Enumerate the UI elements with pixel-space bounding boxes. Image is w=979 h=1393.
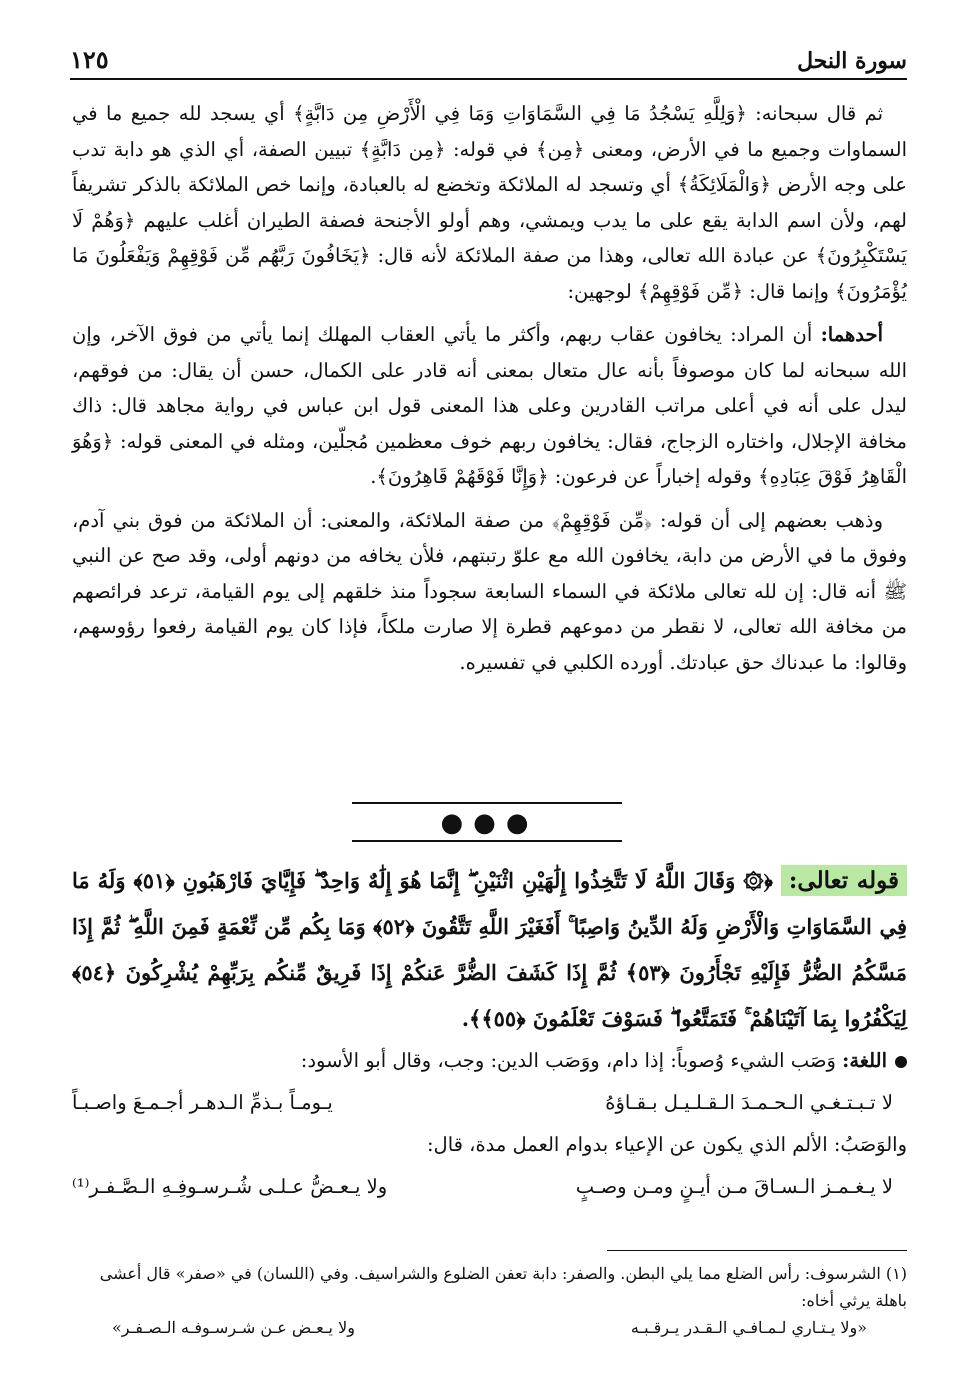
paragraph-2-lead: أحدهما: <box>820 323 883 346</box>
poem-1-hemistich-a: لا تـبـتـغـي الـحـمـدَ الـقـلـيـل بـقـاؤهُ <box>605 1091 893 1114</box>
section-divider-top <box>352 802 622 804</box>
section-divider-bottom <box>352 840 622 842</box>
page-number: ١٢٥ <box>70 45 109 74</box>
footnote-marker: (١) <box>885 1264 907 1283</box>
section-separator-dots: ●●● <box>440 808 539 838</box>
surah-title: سورة النحل <box>797 48 907 74</box>
verse-label: قوله تعالى: <box>781 865 907 896</box>
poem-line-1 <box>72 1082 907 1124</box>
footnote-poem <box>72 1314 907 1341</box>
paragraph-3: وذهب بعضهم إلى أن قوله: ﴿مِّن فَوْقِهِمْ﴾ من صفة الملائكة، والمعنى: أن الملائكة من فوق بني آدم، وفوق ما في الأرض من دابة، يخافون الله مع علوّ رتبتهم، فلأن يخافه من دونهم أولى، وقد صح عن النبي ﷺ أنه قال: إن لله تعالى ملائكة في السماء السابعة سجوداً منذ خلقهم إلى يوم القيامة، ترعد فرائصهم من مخافة الله تعالى، لا نقطر من دموعهم قطرة إلا صارت ملكاً، فإذا كان يوم القيامة رفعوا رؤوسهم، وقالوا: ما عبدناك حق عبادتك. أورده الكلبي في تفسيره. <box>72 508 907 674</box>
footnote-line <box>72 1260 907 1314</box>
language-line-2: والوَصَبُ: الألم الذي يكون عن الإعياء بدوام العمل مدة، قال: <box>426 1133 907 1156</box>
language-line-1 <box>72 1040 907 1082</box>
paragraph-2 <box>72 317 907 495</box>
language-label: اللغة: <box>842 1049 887 1072</box>
footnote <box>72 1260 907 1341</box>
footnote-text: الشرسوف: رأس الضلع مما يلي البطن. والصفر: دابة تعفن الضلوع والشراسيف. وفي (اللسان) في «صفر» قال أعشى باهلة يرثي أخاه: <box>99 1264 907 1310</box>
page-header <box>70 38 907 80</box>
paragraph-1: ثم قال سبحانه: ﴿وَلِلَّهِ يَسْجُدُ مَا فِي السَّمَاوَاتِ وَمَا فِي الْأَرْضِ مِن دَابَّةٍ﴾ أي يسجد لله جميع ما في السماوات وجميع ما في الأرض، ومعنى ﴿مِن﴾ في قوله: ﴿مِن دَابَّةٍ﴾ تبيين الصفة، أي الذي هو دابة تدب على وجه الأرض ﴿وَالْمَلَائِكَةُ﴾ أي وتسجد له الملائكة وتخضع له بالعبادة، وإنما خص الملائكة بالذكر تشريفاً لهم، ولأن اسم الدابة يقع على ما يدب ويمشي، وهم أولو الأجنحة فصفة الطيران أغلب عليهم ﴿وَهُمْ لَا يَسْتَكْبِرُونَ﴾ عن عبادة الله تعالى، وهذا من صفة الملائكة لأنه قال: ﴿يَخَافُونَ رَبَّهُم مِّن فَوْقِهِمْ وَيَفْعَلُونَ مَا يُؤْمَرُونَ﴾ وإنما قال: ﴿مِّن فَوْقِهِمْ﴾ لوجهين: <box>72 102 907 303</box>
footnote-rule <box>607 1250 907 1251</box>
quran-verse-block <box>72 858 907 1042</box>
language-section <box>72 1040 907 1208</box>
footnote-poem-b: ولا يـعـض عـن شـرسـوفـه الـصـفـر» <box>112 1318 355 1337</box>
bullet-icon <box>895 1056 907 1068</box>
poem-line-2 <box>72 1166 907 1208</box>
paragraph-2-text: أن المراد: يخافون عقاب ربهم، وأكثر ما يأتي العقاب المهلك إنما يأتي من فوق الآخر، وإن الله سبحانه لما كان موصوفاً بأنه عال متعال بمعنى أنه قادر على الكمال، حسن أن يقال: من فوقهم، ليدل على أنه في أعلى مراتب القادرين وعلى هذا المعنى قول ابن عباس في رواية مجاهد قال: ذاك مخافة الإجلال، واختاره الزجاج، فقال: يخافون ربهم خوف معظمين مُجلّين، ومثله في المعنى قوله: ﴿وَهُوَ الْقَاهِرُ فَوْقَ عِبَادِهِ﴾ وقوله إخباراً عن فرعون: ﴿وَإِنَّا فَوْقَهُمْ قَاهِرُونَ﴾. <box>72 323 907 488</box>
poem-2-hemistich-b: ولا يـعـضُّ عـلـى شُـرسـوفِـهِ الـصَّـفـر⁽¹⁾ <box>72 1175 388 1198</box>
footnote-poem-a: «ولا يـتـاري لـمـافـي الـقـدر يـرقـبـه <box>630 1318 867 1337</box>
commentary-body <box>72 96 907 688</box>
language-text-1: وَصَب الشيء وُصوباً: إذا دام، ووَصَب الدين: وجب، وقال أبو الأسود: <box>300 1049 843 1072</box>
poem-2-hemistich-a: لا يـغـمـز الـسـاقَ مـن أيـنٍ ومـن وصـبٍ <box>575 1175 893 1198</box>
verse-text: ﴿۞ وَقَالَ اللَّهُ لَا تَتَّخِذُوا إِلَٰهَيْنِ اثْنَيْنِ ۖ إِنَّمَا هُوَ إِلَٰهٌ وَاحِدٌ ۖ فَإِيَّايَ فَارْهَبُونِ ﴿٥١﴾ وَلَهُ مَا فِي السَّمَاوَاتِ وَالْأَرْضِ وَلَهُ الدِّينُ وَاصِبًا ۚ أَفَغَيْرَ اللَّهِ تَتَّقُونَ ﴿٥٢﴾ وَمَا بِكُم مِّن نِّعْمَةٍ فَمِنَ اللَّهِ ۖ ثُمَّ إِذَا مَسَّكُمُ الضُّرُّ فَإِلَيْهِ تَجْأَرُونَ ﴿٥٣﴾ ثُمَّ إِذَا كَشَفَ الضُّرَّ عَنكُمْ إِذَا فَرِيقٌ مِّنكُم بِرَبِّهِمْ يُشْرِكُونَ ﴿٥٤﴾ لِيَكْفُرُوا بِمَا آتَيْنَاهُمْ ۚ فَتَمَتَّعُوا ۖ فَسَوْفَ تَعْلَمُونَ ﴿٥٥﴾﴾. <box>72 868 907 1031</box>
poem-1-hemistich-b: يـومـاً بـذمِّ الـدهـر أجـمـعَ واصـبـاً <box>72 1091 333 1114</box>
